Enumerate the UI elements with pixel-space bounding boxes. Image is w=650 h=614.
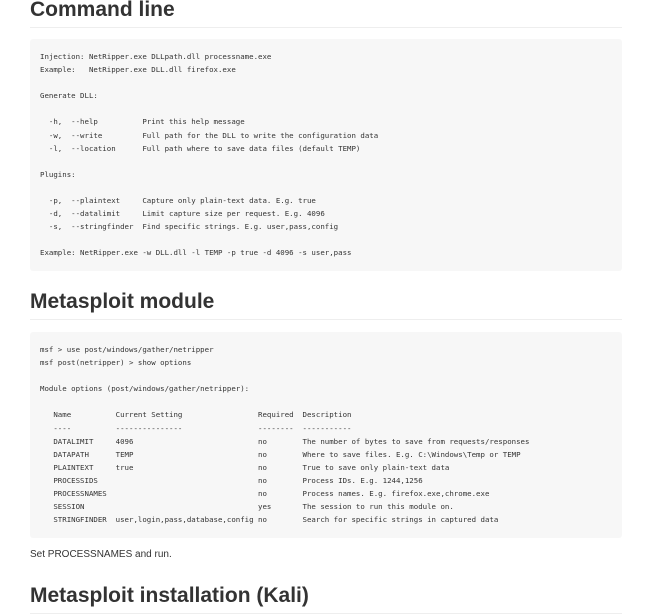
- metasploit-installation-heading: Metasploit installation (Kali): [30, 583, 622, 614]
- set-processnames-note: Set PROCESSNAMES and run.: [30, 549, 172, 560]
- metasploit-module-code-block[interactable]: msf > use post/windows/gather/netripper msf post(netripper) > show options Module options (post/windows/gather/netripper): Name Current Setting Required Description ---- --------------- -------- ----------- DATALIMIT 4096 no The number of bytes to save from requests/responses DATAPATH TEMP no Where to save files. E.g. C:\Windows\Temp or TEMP PLAINTEXT true no True to save only plain-text data PROCESSIDS no Process IDs. E.g. 1244,1256 PROCESSNAMES no Process names. E.g. firefox.exe,chrome.exe SESSION yes The session to run this module on. STRINGFINDER user,login,pass,database,config no Search for specific strings in captured data: [30, 332, 622, 538]
- metasploit-module-heading: Metasploit module: [30, 289, 622, 320]
- command-line-code-block[interactable]: Injection: NetRipper.exe DLLpath.dll processname.exe Example: NetRipper.exe DLL.dll firefox.exe Generate DLL: -h, --help Print this help message -w, --write Full path for the DLL to write the configuration data -l, --location Full path where to save data files (default TEMP) Plugins: -p, --plaintext Capture only plain-text data. E.g. true -d, --datalimit Limit capture size per request. E.g. 4096 -s, --stringfinder Find specific strings. E.g. user,pass,config Example: NetRipper.exe -w DLL.dll -l TEMP -p true -d 4096 -s user,pass: [30, 39, 622, 271]
- command-line-heading: Command line: [30, 0, 622, 28]
